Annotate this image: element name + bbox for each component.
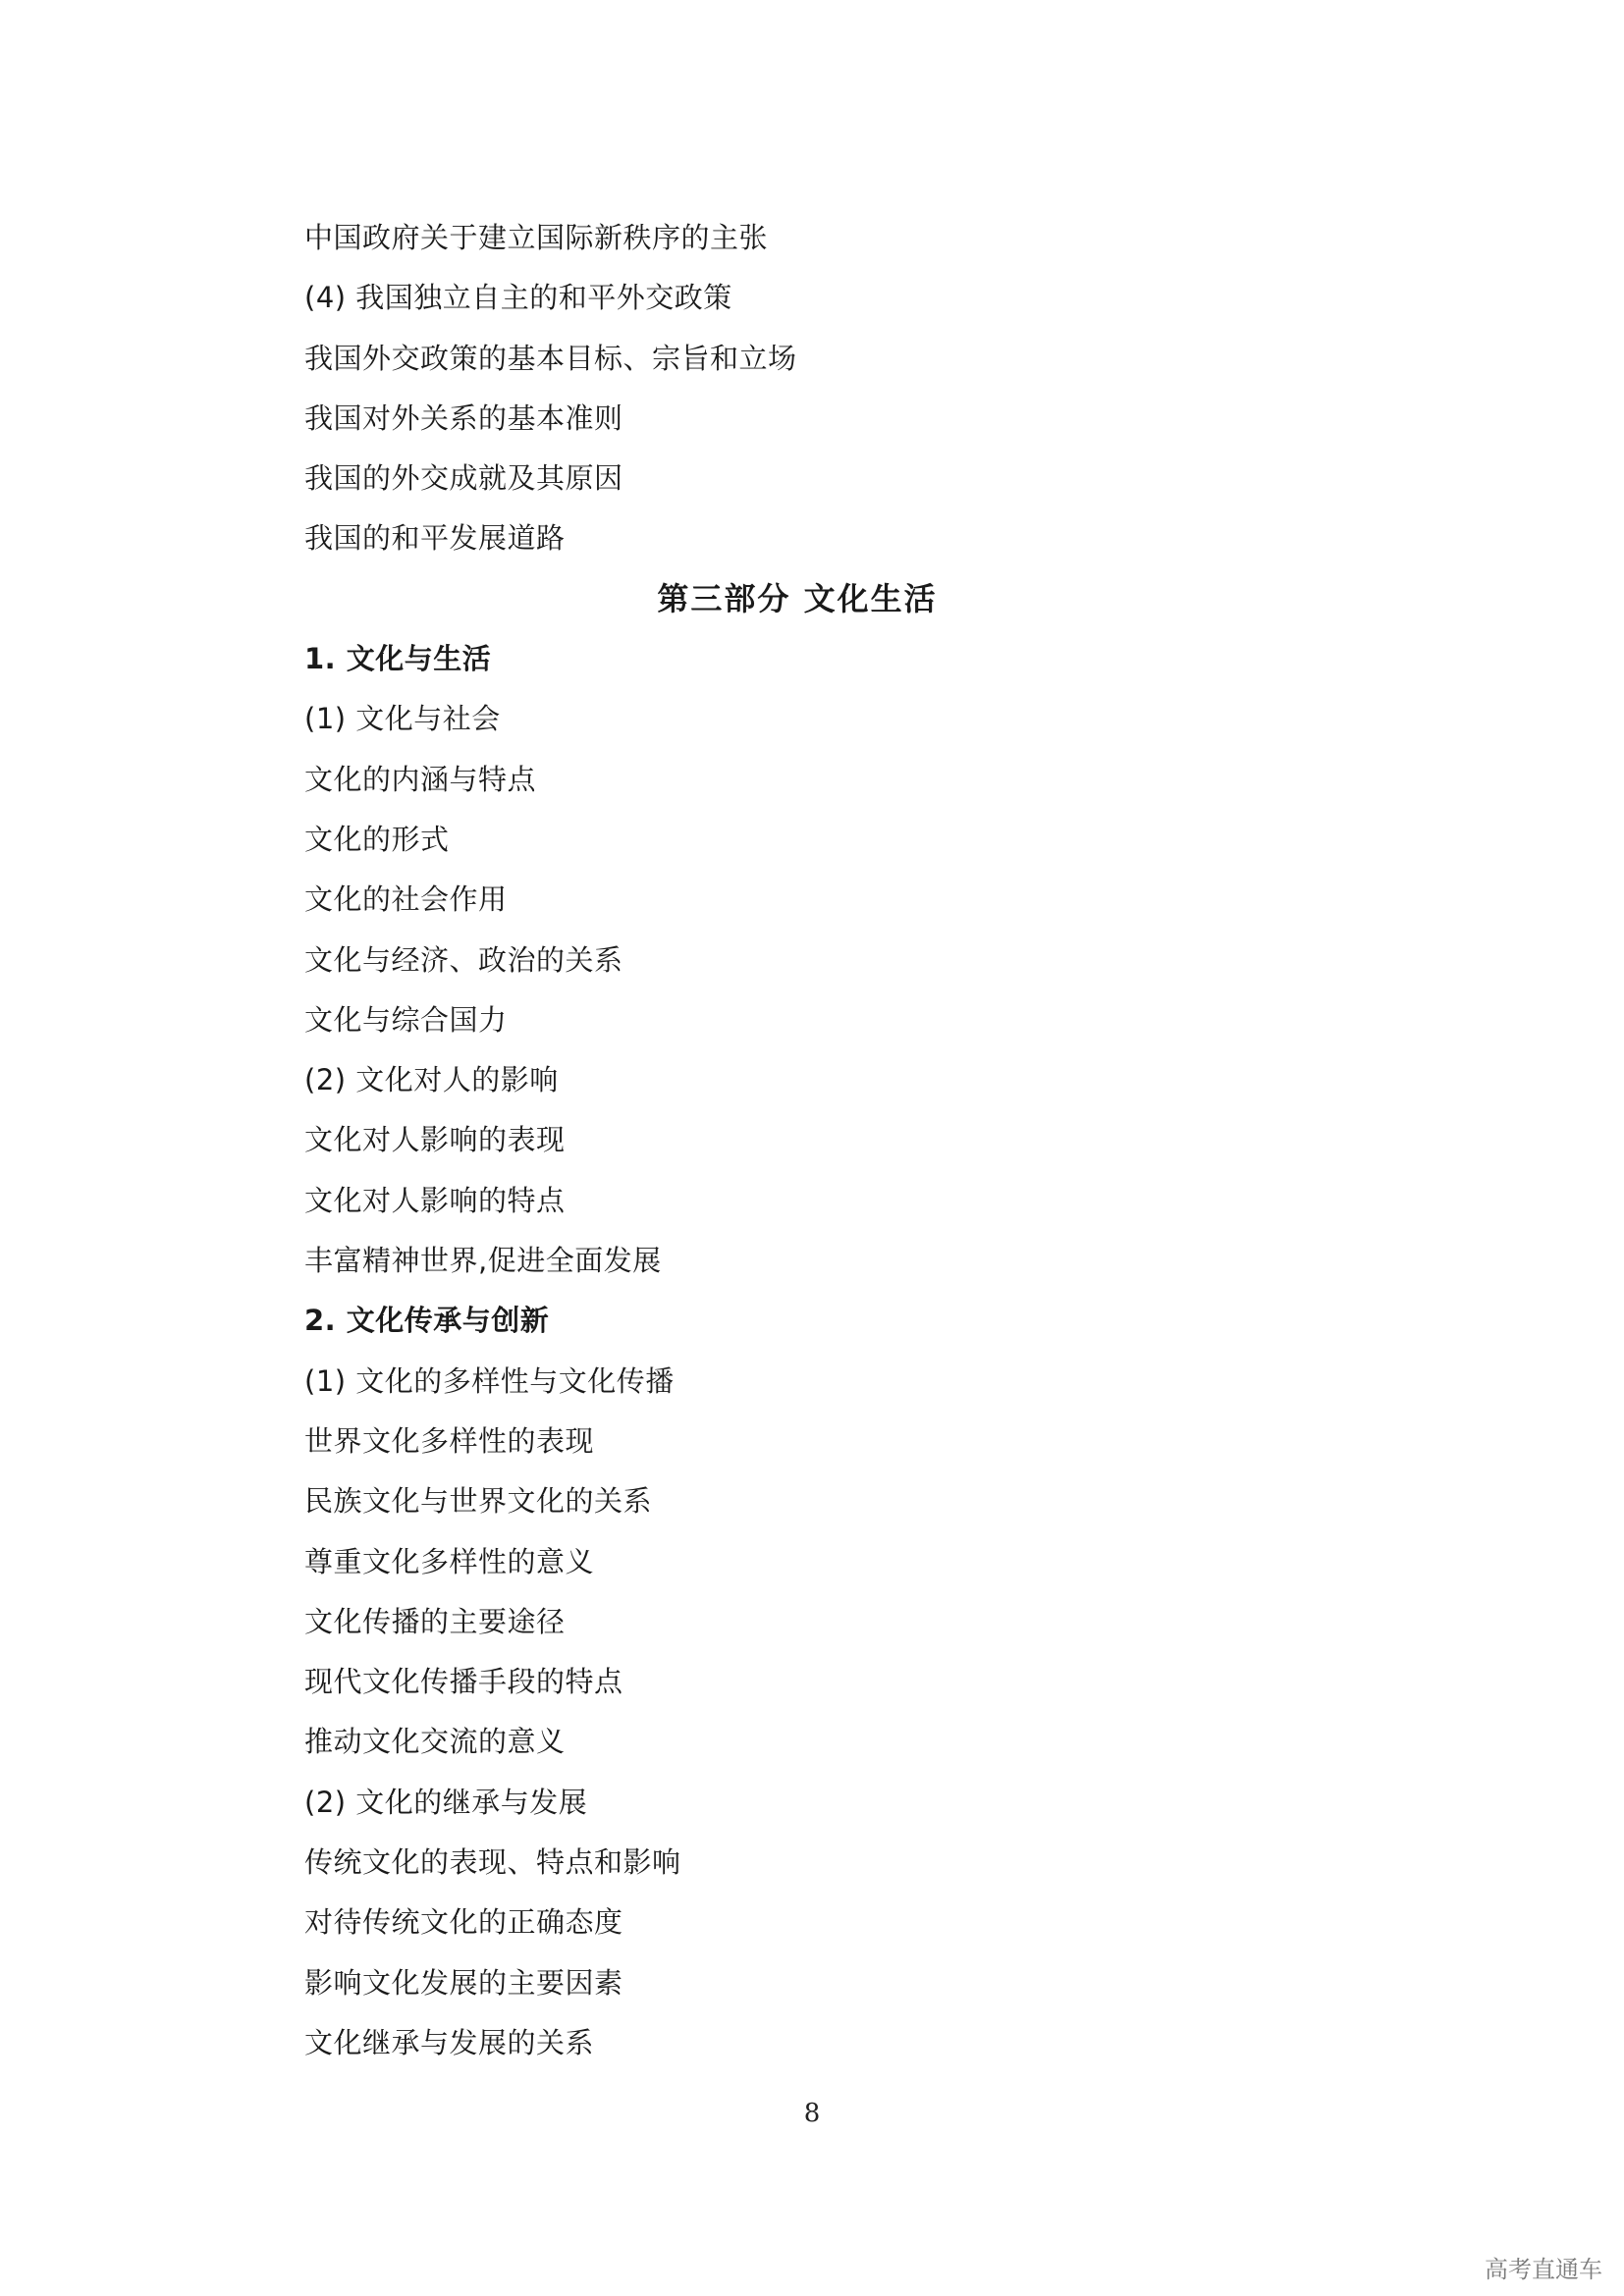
page-number: 8 [803,2099,821,2128]
outline-item: 丰富精神世界,促进全面发展 [304,1244,662,1278]
outline-item: 我国外交政策的基本目标、宗旨和立场 [304,341,797,375]
outline-item: 文化传播的主要途径 [304,1604,566,1638]
outline-item: 中国政府关于建立国际新秩序的主张 [304,221,769,254]
outline-item: 民族文化与世界文化的关系 [304,1484,653,1519]
outline-item: 影响文化发展的主要因素 [304,1965,623,2000]
outline-item: 文化与经济、政治的关系 [304,942,623,977]
outline-item: 文化对人影响的表现 [304,1123,566,1157]
outline-item: 我国的外交成就及其原因 [304,461,623,496]
numbered-heading: 2. 文化传承与创新 [304,1304,550,1338]
numbered-heading: 1. 文化与生活 [304,642,492,676]
subheading: (2) 文化对人的影响 [304,1063,559,1097]
section-title: 第三部分 文化生活 [657,579,938,617]
outline-item: 文化继承与发展的关系 [304,2025,595,2059]
outline-item: 文化对人影响的特点 [304,1183,566,1217]
subheading: (2) 文化的继承与发展 [304,1785,588,1819]
outline-item: 对待传统文化的正确态度 [304,1905,623,1940]
outline-item: 文化与综合国力 [304,1002,508,1037]
outline-item: 推动文化交流的意义 [304,1725,566,1759]
outline-content [304,208,1384,2073]
outline-item: 文化的形式 [304,822,450,856]
outline-item: 尊重文化多样性的意义 [304,1544,595,1578]
outline-item: 文化的社会作用 [304,882,508,917]
outline-item: 传统文化的表现、特点和影响 [304,1845,681,1880]
outline-item: 我国对外关系的基本准则 [304,400,623,435]
outline-item: 世界文化多样性的表现 [304,1423,595,1458]
outline-item: 文化的内涵与特点 [304,762,537,796]
outline-item: 现代文化传播手段的特点 [304,1665,623,1699]
subheading: (4) 我国独立自主的和平外交政策 [304,281,732,315]
subheading: (1) 文化与社会 [304,702,501,736]
outline-item: 我国的和平发展道路 [304,521,566,556]
watermark-text: 高考直通车 [1485,2256,1602,2283]
subheading: (1) 文化的多样性与文化传播 [304,1363,675,1398]
